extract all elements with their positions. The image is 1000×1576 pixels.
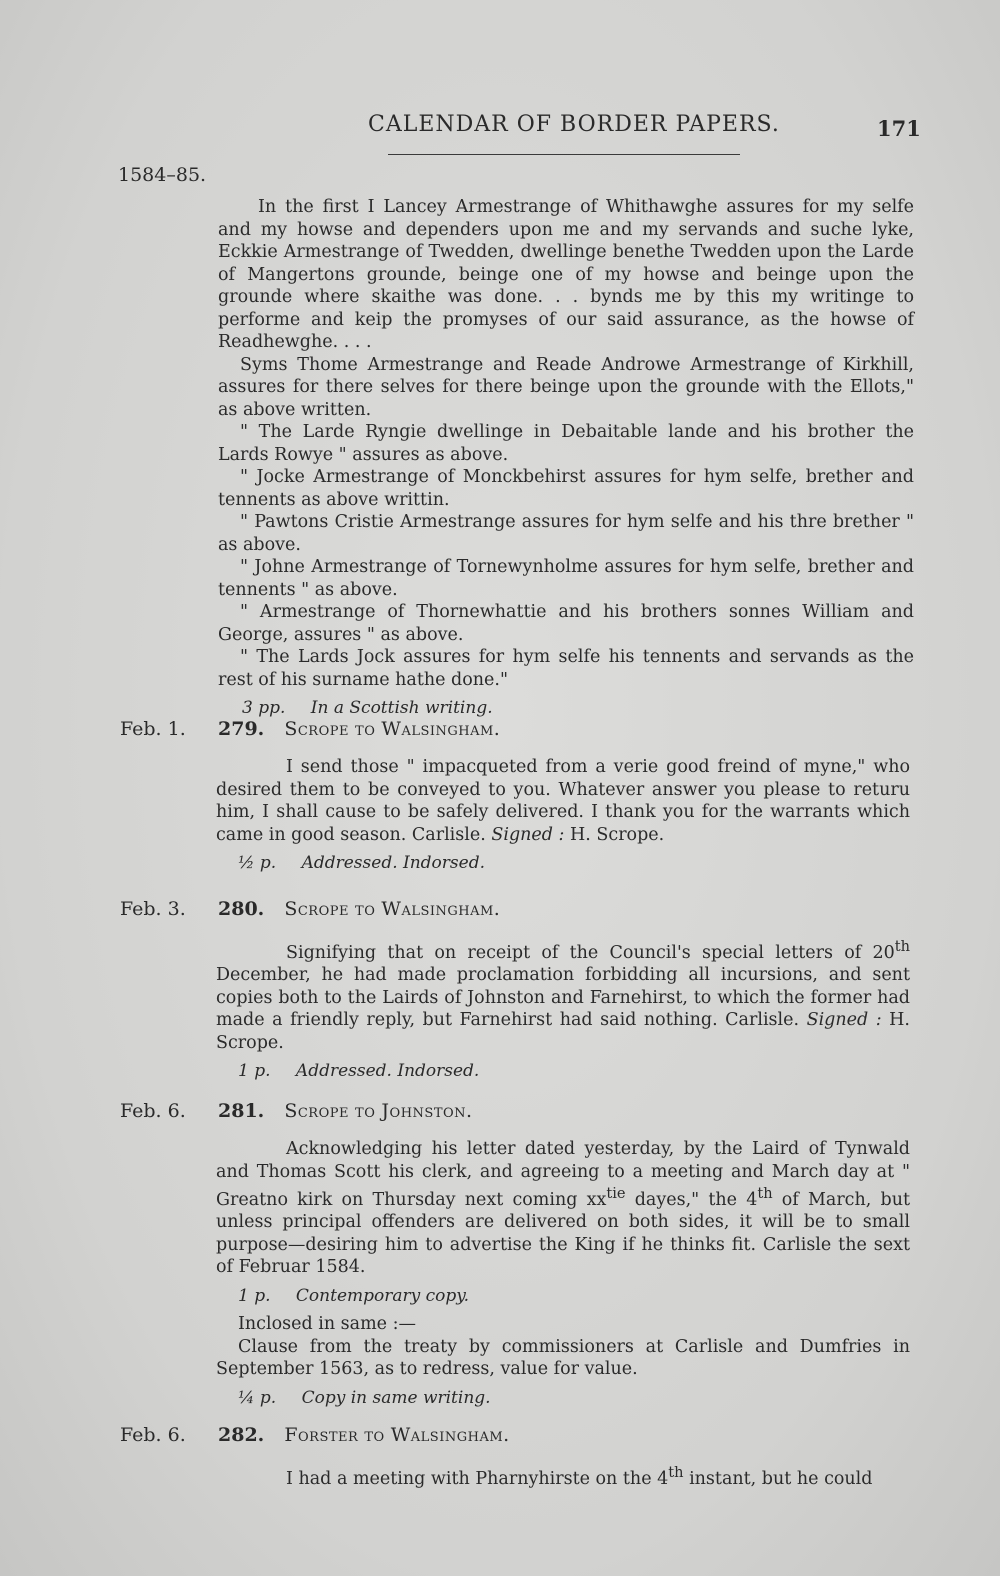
note-size: 1 p. — [238, 1285, 271, 1306]
signed-name: H. Scrope. — [216, 1010, 910, 1053]
paragraph: " The Lards Jock assures for hym selfe his tennents and servands as the rest of his surname hathe done." — [218, 647, 914, 690]
entry-number: 281. — [218, 1100, 265, 1122]
paragraph: Syms Thome Armestrange and Reade Androwe Armestrange of Kirkhill, assures for there selves for there beinge upon the grounde with the Ellots," as above written. — [218, 354, 914, 420]
entry-paragraph — [216, 756, 910, 846]
paragraph: " Pawtons Cristie Armestrange assures for hym selfe and his thre brether " as above. — [218, 512, 914, 555]
paragraph: " The Larde Ryngie dwellinge in Debaitable lande and his brother the Lards Rowye " assures as above. — [218, 422, 914, 465]
entry-from: Forster — [284, 1424, 359, 1446]
continuation-text — [218, 196, 914, 720]
entry-date: Feb. 6. — [120, 1100, 186, 1122]
entry-from: Scrope — [284, 718, 349, 740]
entry-heading — [218, 1424, 510, 1446]
entry-to: to — [355, 1100, 376, 1122]
entry-recipient: Walsingham. — [390, 1424, 510, 1446]
entry-text: dayes," the 4 — [625, 1189, 758, 1210]
entry-recipient: Walsingham. — [381, 718, 501, 740]
superscript: th — [757, 1185, 773, 1202]
entry-number: 279. — [218, 718, 265, 740]
entry-date: Feb. 3. — [120, 898, 186, 920]
note-desc: Addressed. Indorsed. — [301, 853, 485, 873]
paragraph: " Armestrange of Thornewhattie and his brothers sonnes William and George, assures " as above. — [218, 602, 914, 645]
entry-text: I had a meeting with Pharnyhirste on the 4 — [286, 1468, 669, 1489]
entry-text: December, he had made proclamation forbidding all incursions, and sent copies both to the Lairds of Johnston and Farnehirst, to which the former had made a friendly reply, but Farnehirst had said nothing. Carlisle. — [216, 965, 910, 1031]
entry-to: to — [355, 898, 376, 920]
signed-label: Signed : — [491, 824, 565, 845]
note-size: 3 pp. — [242, 698, 286, 718]
inclosed-label: Inclosed in same :— — [238, 1314, 416, 1335]
signed-label: Signed : — [806, 1010, 882, 1031]
note-desc: Addressed. Indorsed. — [295, 1061, 480, 1082]
document-note — [238, 1285, 910, 1308]
entry-text: instant, but he could — [683, 1468, 873, 1489]
entry-heading — [218, 898, 500, 920]
paragraph: In the first I Lancey Armestrange of Whithawghe assures for my selfe and my howse and dependers upon me and my servands and suche lyke, Eckkie Armestrange of Twedden, dwellinge benethe Twedden upon the Larde of Mangertons grounde, beinge one of my howse and beinge upon the grounde where skaithe was done. . . bynds me by this my writinge to performe and keip the promyses of our said assurance, as the howse of Readhewghe. . . . — [218, 197, 914, 352]
note-size: 1 p. — [238, 1061, 271, 1082]
entry-text: Signifying that on receipt of the Council's special letters of 20 — [286, 942, 895, 963]
entry-to: to — [355, 718, 376, 740]
entry-paragraph — [216, 1138, 910, 1279]
document-note — [238, 852, 910, 875]
note-size: ½ p. — [238, 853, 277, 873]
running-header-title: CALENDAR OF BORDER PAPERS. — [368, 112, 780, 137]
paragraph: " Johne Armestrange of Tornewynholme assures for hym selfe, brether and tennents " as above. — [218, 557, 914, 600]
entry-body — [216, 1462, 910, 1490]
entry-paragraph — [216, 1462, 910, 1490]
paragraph: " Jocke Armestrange of Monckbehirst assures for hym selfe, brether and tennents as above writtin. — [218, 467, 914, 510]
superscript: th — [668, 1464, 684, 1481]
superscript: tie — [606, 1185, 626, 1202]
document-note — [238, 1387, 910, 1410]
note-desc: Copy in same writing. — [301, 1387, 491, 1408]
note-desc: Contemporary copy. — [295, 1285, 470, 1306]
entry-date: Feb. 6. — [120, 1424, 186, 1446]
entry-recipient: Walsingham. — [381, 898, 501, 920]
entry-body — [216, 1138, 910, 1409]
entry-heading — [218, 1100, 473, 1122]
document-note — [242, 697, 914, 720]
header-rule — [388, 154, 740, 155]
superscript: th — [894, 938, 910, 955]
clause-text: Clause from the treaty by commissioners at Carlisle and Dumfries in September 1563, as to redress, value for value. — [216, 1336, 910, 1380]
document-note — [238, 1060, 910, 1083]
entry-to: to — [364, 1424, 385, 1446]
signed-name: H. Scrope. — [570, 824, 665, 845]
entry-body — [216, 756, 910, 875]
entry-body — [216, 936, 910, 1083]
entry-from: Scrope — [284, 898, 349, 920]
entry-text: I send those " impacqueted from a verie good freind of myne," who desired them to be conveyed to you. Whatever answer you please to returu him, I shall cause to be safely delivered. I thank you for the warrants which came in good season. Carlisle. — [216, 757, 910, 845]
entry-text: of March, but unless principal offenders are delivered on both sides, it will be to small purpose—desiring him to advertise the King if he thinks fit. Carlisle the sext of Februar 1584. — [216, 1189, 910, 1278]
entry-paragraph — [216, 936, 910, 1054]
entry-recipient: Johnston. — [381, 1100, 473, 1122]
entry-text: Acknowledging his letter dated yesterday, by the Laird of Tynwald and Thomas Scott his clerk, and agreeing to a meeting and March day at " Greatno kirk on Thursday next coming xx — [216, 1139, 910, 1210]
date-range: 1584–85. — [118, 164, 207, 186]
entry-heading — [218, 718, 500, 740]
entry-from: Scrope — [284, 1100, 349, 1122]
note-desc: In a Scottish writing. — [310, 698, 493, 718]
entry-number: 282. — [218, 1424, 265, 1446]
page-number: 171 — [877, 116, 921, 141]
note-size: ¼ p. — [238, 1387, 277, 1408]
entry-date: Feb. 1. — [120, 718, 186, 740]
entry-number: 280. — [218, 898, 265, 920]
